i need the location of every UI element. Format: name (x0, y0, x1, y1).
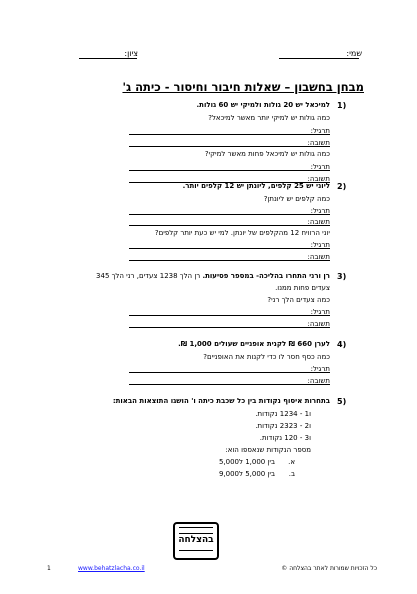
question-2a: כמה קלפים יש ליונתן? (263, 195, 330, 203)
grade-line[interactable] (79, 58, 137, 59)
question-1-exercise-label: תרגיל: (310, 127, 330, 135)
question-1b: כמה גולות יש למיכאל פחות מאשר למיקי? (204, 150, 330, 158)
question-1-answer-line[interactable] (129, 146, 330, 147)
copyright-text: כל הזכויות שמורות לאתר בהצלחה © (281, 565, 377, 572)
question-4-answer-line[interactable] (129, 384, 330, 385)
question-4-number: 4) (337, 340, 347, 349)
question-3a: כמה צעדים הלך רני? (267, 296, 330, 304)
question-3-line-1 (96, 272, 330, 280)
page-number: 1 (47, 565, 51, 572)
question-5-option-a[interactable]: בין 1,000 ל5,000 (218, 458, 275, 466)
grade-label: ציון: (124, 49, 138, 58)
question-1-number: 1) (337, 101, 347, 110)
question-5-result-1: ו1 - 1234 נקודות. (255, 410, 311, 418)
logo-text: בהצלחה (178, 535, 214, 545)
question-1b-answer-label: תשובה: (307, 175, 330, 183)
question-5-result-3: ו3 - 120 נקודות. (259, 434, 311, 442)
question-5-option-b-letter: ב. (288, 470, 295, 478)
question-3-exercise-label: תרגיל: (310, 308, 330, 316)
question-4-exercise-label: תרגיל: (310, 365, 330, 373)
logo-top-stripe (179, 527, 213, 534)
question-2b-answer-label: תשובה: (307, 253, 330, 261)
question-2b-exercise-line[interactable] (129, 248, 330, 249)
question-2b: יוני הרוויח 12 מהקלפים של יונתן. למי יש כעת יותר קלפים? (154, 229, 330, 237)
question-4-answer-label: תשובה: (307, 377, 330, 385)
question-2-number: 2) (337, 182, 347, 191)
question-3-answer-label: תשובה: (307, 320, 330, 328)
question-4a: כמה כסף חסר לו כדי לקנות את האופניים? (203, 353, 330, 361)
question-1a: כמה גולות יש למיקי יותר מאשר למיכאל? (208, 114, 330, 122)
question-5-result-2: ו2 - 2323 נקודות. (255, 422, 311, 430)
question-2-exercise-line[interactable] (129, 214, 330, 215)
question-1-exercise-line[interactable] (129, 134, 330, 135)
question-2-text: ליוני יש 25 קלפים, ליונתן יש 12 קלפים יותר. (182, 182, 330, 190)
question-5-sum: מספר הנקודות שנאספו הוא: (225, 446, 311, 454)
question-2-exercise-label: תרגיל: (310, 207, 330, 215)
question-3-answer-line[interactable] (129, 327, 330, 328)
question-4-text: לערן 660 ₪ לקנית אופניים שעולים 1,000 ₪. (178, 340, 330, 348)
question-2-answer-label: תשובה: (307, 218, 330, 226)
question-2b-exercise-label: תרגיל: (310, 241, 330, 249)
question-3-number: 3) (337, 272, 347, 281)
site-link[interactable]: www.behatzlacha.co.il (78, 565, 145, 572)
name-line[interactable] (279, 58, 359, 59)
question-1b-exercise-line[interactable] (129, 170, 330, 171)
question-1-answer-label: תשובה: (307, 139, 330, 147)
question-4-exercise-line[interactable] (129, 372, 330, 373)
question-5-option-a-letter: א. (288, 458, 295, 466)
question-3-exercise-line[interactable] (129, 315, 330, 316)
question-3-line-2: צעדים פחות ממנו. (275, 284, 330, 292)
question-1-text: למיכאל יש 20 גולות ולמיקי יש 60 גולות. (196, 101, 330, 109)
question-5-option-b[interactable]: בין 5,000 ל9,000 (218, 470, 275, 478)
question-5-number: 5) (337, 397, 347, 406)
question-1b-exercise-label: תרגיל: (310, 163, 330, 171)
question-2b-answer-line[interactable] (129, 260, 330, 261)
question-5-text: בתחרות איסוף נקודות בין כל שכבת כיתה ו' הושגו התוצאות הבאות: (112, 397, 330, 405)
page-title: מבחן בחשבון – שאלות חיבור וחיסור - כיתה ג' (122, 80, 364, 94)
behatzlacha-logo (173, 522, 219, 560)
logo-bottom-stripe (179, 550, 213, 555)
question-3-rest: רן הלך 1238 צעדים, רני הלך 345 (96, 272, 203, 280)
question-3-bold: רן ורני התחרו בהליכה- במספר פסיעות. (202, 272, 330, 280)
name-label: שמי: (346, 49, 362, 58)
question-2-answer-line[interactable] (129, 225, 330, 226)
